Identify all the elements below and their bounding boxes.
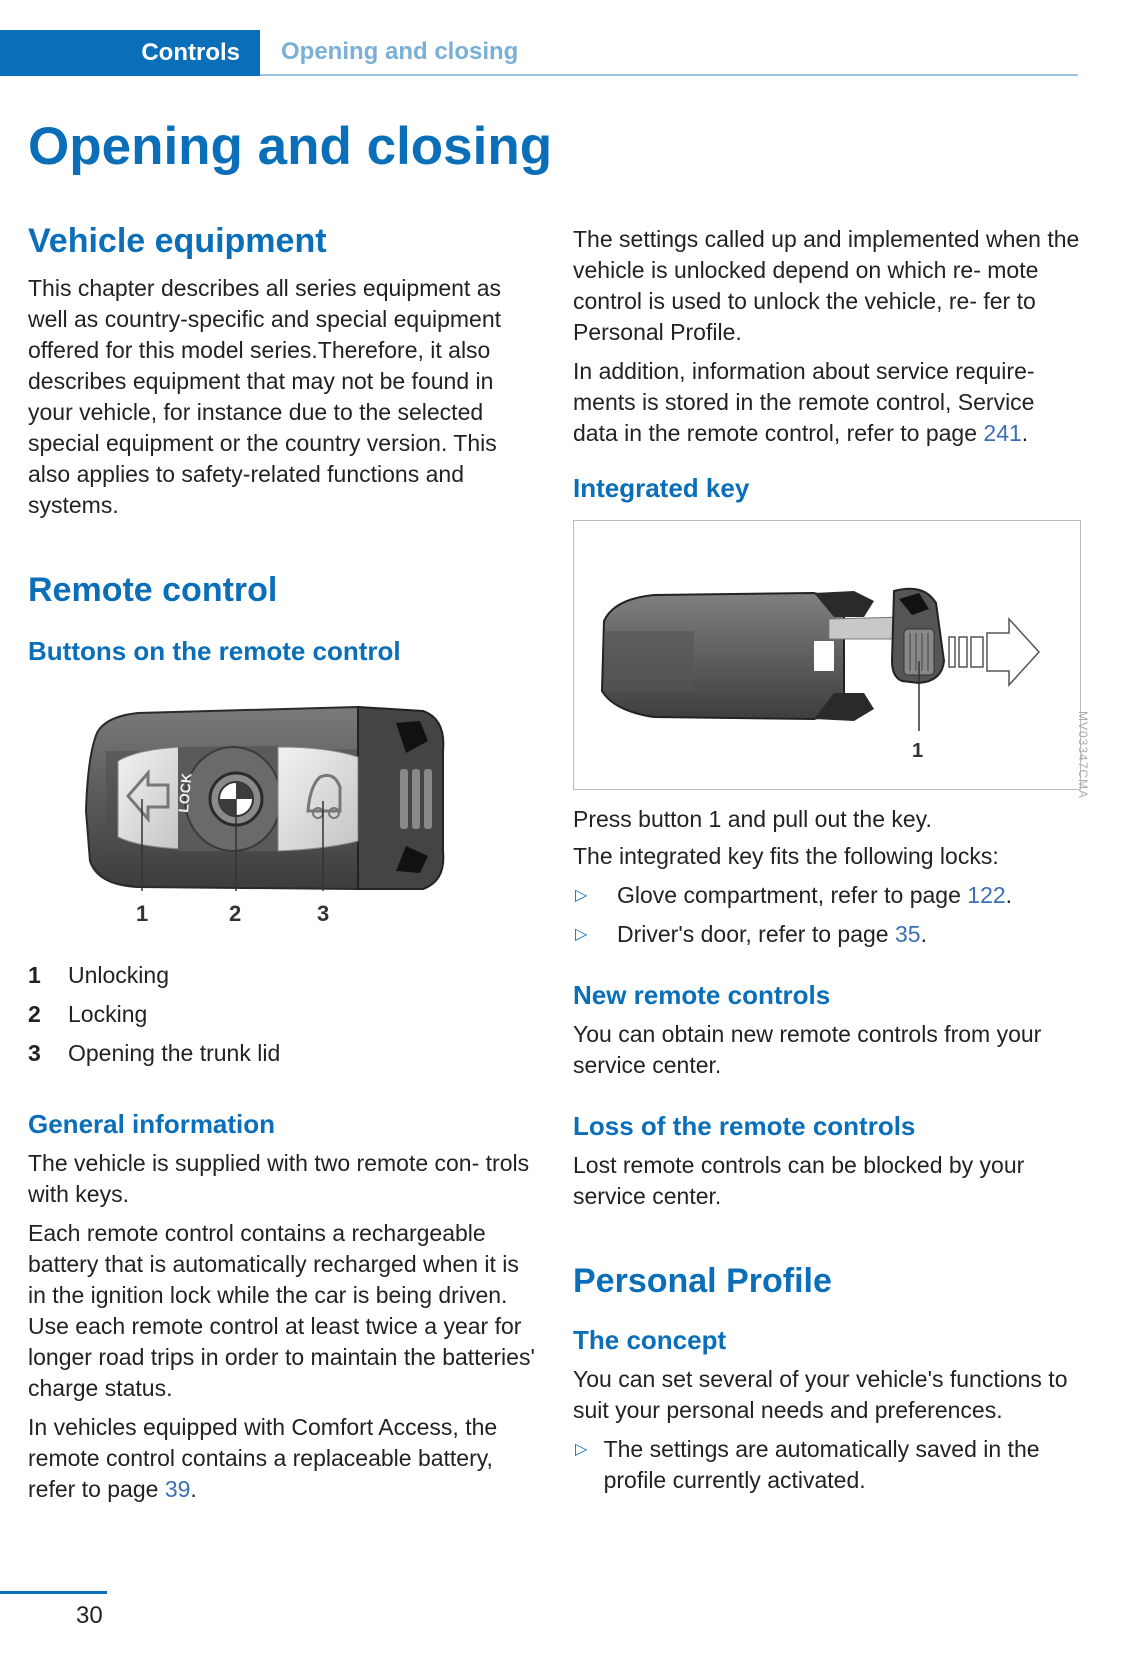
period: . — [1021, 420, 1029, 446]
general-information-p2: Each remote control contains a rechargeable battery that is automatically recharged when it is in the ignition lock while the car is being driven. Use each remote control at least twice a year for longer road trips in order to maintain the batteries' charge status. — [28, 1220, 535, 1401]
list-item — [28, 960, 538, 991]
list-item — [573, 919, 1083, 950]
concept-body: You can set several of your vehicle's functions to suit your personal needs and preferences. — [573, 1366, 1068, 1423]
page-link-39[interactable]: 39 — [164, 1476, 191, 1502]
figure-code: MV03347CMA — [1076, 711, 1090, 800]
figure-label-1: 1 — [912, 740, 924, 762]
page-link-35[interactable]: 35 — [894, 921, 921, 947]
figure-label-2: 2 — [229, 901, 242, 926]
period: . — [190, 1476, 197, 1502]
general-information-p3 — [28, 1412, 538, 1505]
bullet-text — [617, 919, 927, 950]
list-item-number: 3 — [28, 1040, 41, 1066]
right-column — [573, 224, 1090, 1496]
right-intro-p2-text: In addition, information about service require- ments is stored in the remote control, Service data in the remote control, refer to page — [573, 358, 1035, 446]
remote-control-illustration — [28, 691, 508, 956]
left-column — [28, 222, 538, 1505]
period: . — [1005, 882, 1013, 908]
new-remote-controls-body: You can obtain new remote controls from your service center. — [573, 1021, 1042, 1078]
general-information-p3-text: In vehicles equipped with Comfort Access, the remote control contains a replaceable battery, refer to page — [28, 1414, 498, 1502]
loss-remote-controls-body: Lost remote controls can be blocked by your service center. — [573, 1152, 1025, 1209]
integrated-key-figure — [573, 520, 1090, 800]
bullet-arrow-icon: ▷ — [575, 1441, 588, 1458]
header-divider — [260, 74, 1078, 76]
right-intro-p2 — [573, 356, 1083, 449]
list-item — [28, 999, 538, 1030]
page-number: 30 — [76, 1602, 103, 1629]
header-tab — [0, 30, 260, 76]
figure-label-1: 1 — [136, 901, 149, 926]
list-item-number: 2 — [28, 1001, 41, 1027]
integrated-key-illustration — [574, 521, 1080, 789]
right-intro-p1: The settings called up and implemented when the vehicle is unlocked depend on which re- mote control is used to unlock the vehicle, re- fer to Personal Profile. — [573, 226, 1080, 345]
list-item-label: Opening the trunk lid — [68, 1040, 281, 1066]
list-item — [28, 1038, 538, 1069]
integrated-key-p2: The integrated key fits the following locks: — [573, 843, 999, 869]
bullet-text-body: Driver's door, refer to page — [617, 921, 895, 947]
buttons-heading: Buttons on the remote control — [28, 636, 401, 666]
header-section: Opening and closing — [281, 38, 519, 65]
remote-buttons-list — [28, 960, 538, 1069]
vehicle-equipment-heading: Vehicle equipment — [28, 222, 327, 260]
period: . — [920, 921, 927, 947]
remote-control-heading: Remote control — [28, 571, 278, 609]
page-link-122[interactable]: 122 — [967, 882, 1006, 908]
list-item — [573, 1434, 1083, 1496]
figure-label-3: 3 — [317, 901, 330, 926]
list-item — [573, 880, 1083, 911]
integrated-key-p1: Press button 1 and pull out the key. — [573, 806, 932, 832]
bullet-text-body: Glove compartment, refer to page — [617, 882, 968, 908]
header-tab-label: Controls — [141, 39, 240, 66]
general-information-heading: General information — [28, 1109, 276, 1139]
loss-remote-controls-heading: Loss of the remote controls — [573, 1111, 916, 1141]
footer-divider — [0, 1591, 107, 1594]
general-information-p1: The vehicle is supplied with two remote con- trols with keys. — [28, 1150, 530, 1207]
page-title: Opening and closing — [28, 117, 553, 176]
page-link-241[interactable]: 241 — [983, 420, 1022, 446]
lock-label: LOCK — [175, 772, 195, 814]
concept-heading: The concept — [573, 1325, 727, 1355]
bullet-arrow-icon: ▷ — [575, 926, 588, 943]
bullet-text — [617, 880, 1012, 911]
vehicle-equipment-body: This chapter describes all series equipment as well as country-specific and special equipment offered for this model series.Therefore, it also describes equipment that may not be found in your vehicle, for instance due to the selected special equipment or the country version. This also applies to safety-related functions and systems. — [28, 275, 502, 518]
bullet-arrow-icon: ▷ — [575, 887, 588, 904]
personal-profile-heading: Personal Profile — [573, 1262, 832, 1300]
new-remote-controls-heading: New remote controls — [573, 980, 831, 1010]
list-item-label: Unlocking — [68, 962, 169, 988]
remote-control-figure — [28, 691, 508, 956]
list-item-number: 1 — [28, 962, 41, 988]
bullet-text: The settings are automatically saved in the profile currently activated. — [603, 1436, 1040, 1493]
integrated-key-heading: Integrated key — [573, 473, 750, 503]
list-item-label: Locking — [68, 1001, 148, 1027]
